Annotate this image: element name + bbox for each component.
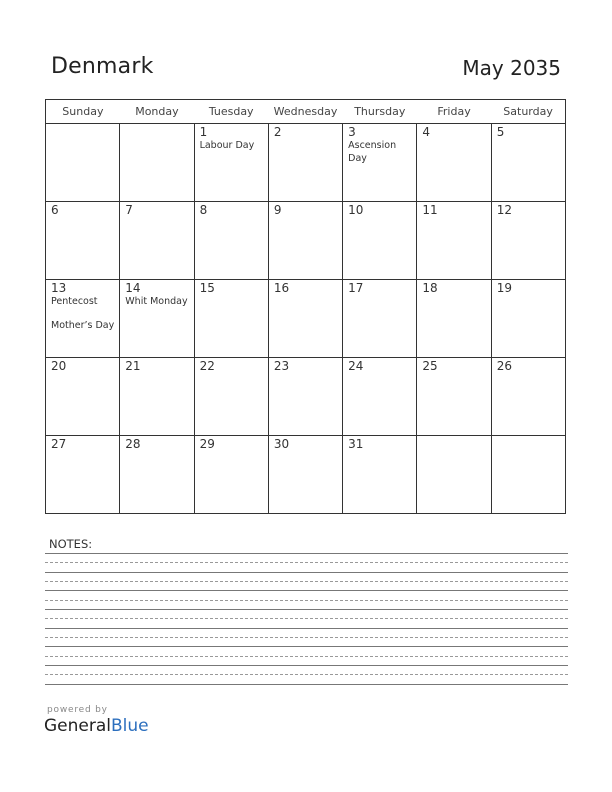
month-title: May 2035 — [462, 56, 561, 80]
day-number: 25 — [422, 359, 438, 373]
day-number: 1 — [199, 125, 208, 139]
day-number: 30 — [273, 437, 290, 451]
notes-line — [45, 581, 568, 582]
day-cell — [120, 358, 194, 436]
calendar-grid — [45, 99, 566, 514]
day-cell — [194, 358, 268, 436]
day-cell — [491, 358, 565, 436]
day-cell — [491, 202, 565, 280]
day-number: 23 — [273, 359, 290, 373]
notes-line — [45, 618, 568, 619]
day-number: 2 — [273, 125, 282, 139]
notes-line — [45, 665, 568, 666]
day-cell — [343, 124, 417, 202]
day-cell — [46, 358, 120, 436]
day-number: 13 — [51, 281, 67, 295]
notes-line — [45, 562, 568, 563]
notes-line — [45, 674, 568, 675]
day-number: 18 — [422, 281, 438, 295]
day-number: 5 — [496, 125, 505, 139]
notes-line — [45, 600, 568, 601]
day-cell — [120, 280, 194, 358]
week-row — [46, 124, 566, 202]
day-number: 26 — [496, 359, 512, 373]
day-cell — [343, 436, 417, 514]
notes-line — [45, 646, 568, 647]
day-cell — [417, 280, 491, 358]
day-cell — [491, 280, 565, 358]
holiday-label: Whit Monday — [125, 296, 188, 307]
day-number: 24 — [348, 359, 364, 373]
day-number: 6 — [51, 203, 59, 217]
holiday-label: Labour Day — [199, 140, 255, 151]
notes-line — [45, 656, 568, 657]
day-cell — [194, 202, 268, 280]
day-number: 28 — [125, 437, 141, 451]
holiday-label: Mother’s Day — [51, 320, 115, 331]
week-row — [46, 358, 566, 436]
brand-logo — [44, 716, 149, 736]
brand-blue: Blue — [111, 716, 149, 736]
day-number: 29 — [199, 437, 215, 451]
day-cell — [194, 436, 268, 514]
week-row — [46, 436, 566, 514]
day-cell — [120, 124, 194, 202]
day-cell — [417, 124, 491, 202]
weekday-thursday: Thursday — [343, 100, 417, 124]
day-cell — [268, 202, 342, 280]
notes-line — [45, 553, 568, 554]
holiday-label: Pentecost — [51, 296, 98, 307]
week-row — [46, 202, 566, 280]
notes-line — [45, 684, 568, 685]
weekday-friday: Friday — [417, 100, 491, 124]
day-number: 31 — [348, 437, 364, 451]
day-cell — [194, 124, 268, 202]
day-cell — [194, 280, 268, 358]
day-number: 17 — [348, 281, 364, 295]
day-cell — [120, 202, 194, 280]
day-cell — [417, 202, 491, 280]
day-cell — [46, 436, 120, 514]
day-number: 3 — [348, 125, 356, 139]
powered-by-text: powered by — [47, 705, 108, 715]
day-number: 4 — [422, 125, 431, 139]
day-cell — [268, 280, 342, 358]
brand-general: General — [44, 716, 111, 736]
notes-line — [45, 590, 568, 591]
day-number: 21 — [125, 359, 141, 373]
notes-line — [45, 628, 568, 629]
day-number: 27 — [51, 437, 67, 451]
weekday-tuesday: Tuesday — [194, 100, 268, 124]
day-cell — [491, 436, 565, 514]
day-number: 15 — [199, 281, 215, 295]
day-number: 10 — [348, 203, 364, 217]
day-number: 20 — [51, 359, 67, 373]
notes-line — [45, 637, 568, 638]
holiday-label: Ascension Day — [348, 140, 397, 164]
notes-label: NOTES: — [49, 537, 93, 551]
day-number: 19 — [496, 281, 512, 295]
day-cell — [268, 124, 342, 202]
weekday-saturday: Saturday — [491, 100, 565, 124]
day-cell — [343, 358, 417, 436]
day-number: 16 — [273, 281, 290, 295]
weekday-monday: Monday — [120, 100, 194, 124]
day-cell — [46, 124, 120, 202]
day-number: 11 — [422, 203, 438, 217]
day-cell — [417, 358, 491, 436]
day-number: 7 — [125, 203, 133, 217]
day-cell — [343, 202, 417, 280]
day-number: 12 — [496, 203, 512, 217]
week-row — [46, 280, 566, 358]
weekday-header-row — [46, 100, 566, 124]
notes-line — [45, 572, 568, 573]
day-cell — [120, 436, 194, 514]
country-title: Denmark — [51, 54, 154, 79]
notes-line — [45, 609, 568, 610]
day-number: 14 — [125, 281, 141, 295]
day-cell — [343, 280, 417, 358]
weekday-wednesday: Wednesday — [268, 100, 342, 124]
day-cell — [268, 436, 342, 514]
day-number: 22 — [199, 359, 215, 373]
day-cell — [46, 202, 120, 280]
day-number: 9 — [273, 203, 282, 217]
weekday-sunday: Sunday — [46, 100, 120, 124]
day-cell — [46, 280, 120, 358]
day-cell — [268, 358, 342, 436]
day-cell — [491, 124, 565, 202]
day-number: 8 — [199, 203, 208, 217]
day-cell — [417, 436, 491, 514]
